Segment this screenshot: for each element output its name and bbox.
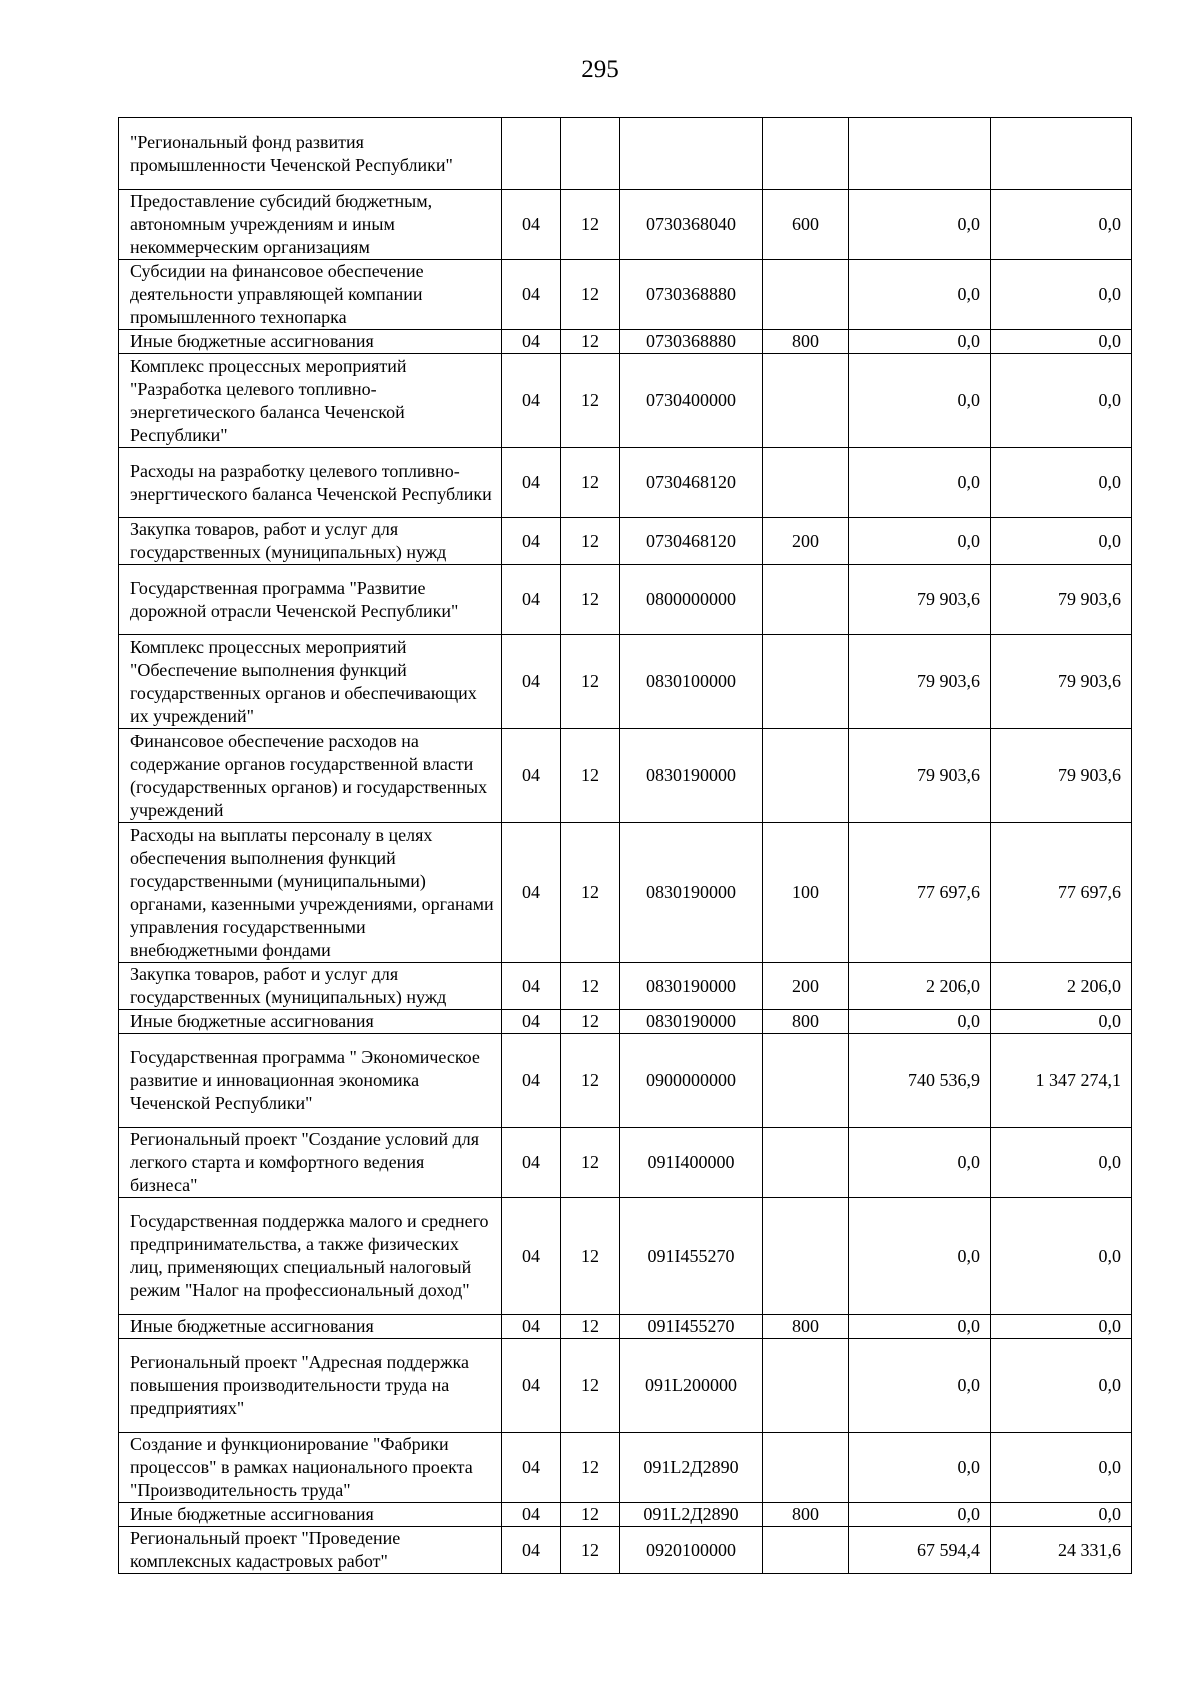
table-row [119, 1339, 1132, 1433]
subsection-code-cell: 12 [561, 448, 620, 518]
row-name-cell: Расходы на выплаты персоналу в целях обеспечения выполнения функций государственными (муниципальными) органами, казенными учреждениями, органами управления государственными внебюджетными фондами [119, 823, 502, 963]
amount-year2-cell: 0,0 [991, 1198, 1132, 1315]
expense-type-code-cell [763, 448, 849, 518]
expense-type-code-cell [763, 1034, 849, 1128]
table-row [119, 1128, 1132, 1198]
section-code-cell: 04 [502, 963, 561, 1010]
amount-year2-cell: 0,0 [991, 330, 1132, 354]
section-code-cell: 04 [502, 1339, 561, 1433]
amount-year2-cell: 0,0 [991, 448, 1132, 518]
section-code-cell [502, 118, 561, 190]
row-name-cell: Предоставление субсидий бюджетным, автономным учреждениям и иным некоммерческим организациям [119, 190, 502, 260]
amount-year2-cell: 79 903,6 [991, 635, 1132, 729]
target-article-code-cell: 0730468120 [620, 518, 763, 565]
subsection-code-cell: 12 [561, 1503, 620, 1527]
amount-year1-cell: 0,0 [849, 518, 991, 565]
table-row [119, 518, 1132, 565]
table-row [119, 1198, 1132, 1315]
row-name-cell: Комплекс процессных мероприятий "Разработка целевого топливно-энергетического баланса Чеченской Республики" [119, 354, 502, 448]
target-article-code-cell: 0730468120 [620, 448, 763, 518]
subsection-code-cell: 12 [561, 190, 620, 260]
section-code-cell: 04 [502, 354, 561, 448]
amount-year1-cell [849, 118, 991, 190]
expense-type-code-cell [763, 1198, 849, 1315]
target-article-code-cell [620, 118, 763, 190]
amount-year1-cell: 0,0 [849, 260, 991, 330]
amount-year1-cell: 0,0 [849, 1433, 991, 1503]
expense-type-code-cell [763, 1433, 849, 1503]
subsection-code-cell: 12 [561, 354, 620, 448]
amount-year2-cell [991, 118, 1132, 190]
table-row [119, 1433, 1132, 1503]
target-article-code-cell: 0730368880 [620, 330, 763, 354]
subsection-code-cell: 12 [561, 635, 620, 729]
target-article-code-cell: 0920100000 [620, 1527, 763, 1574]
subsection-code-cell: 12 [561, 1527, 620, 1574]
subsection-code-cell: 12 [561, 1034, 620, 1128]
amount-year2-cell: 0,0 [991, 190, 1132, 260]
table-row [119, 1034, 1132, 1128]
section-code-cell: 04 [502, 1433, 561, 1503]
amount-year1-cell: 79 903,6 [849, 565, 991, 635]
table-row [119, 565, 1132, 635]
table-row [119, 823, 1132, 963]
section-code-cell: 04 [502, 635, 561, 729]
section-code-cell: 04 [502, 1503, 561, 1527]
expense-type-code-cell [763, 1128, 849, 1198]
page-number: 295 [581, 56, 619, 83]
table-row [119, 729, 1132, 823]
row-name-cell: Расходы на разработку целевого топливно-энергтического баланса Чеченской Республики [119, 448, 502, 518]
section-code-cell: 04 [502, 1128, 561, 1198]
table-row [119, 448, 1132, 518]
expense-type-code-cell: 100 [763, 823, 849, 963]
expense-type-code-cell [763, 354, 849, 448]
subsection-code-cell: 12 [561, 1128, 620, 1198]
target-article-code-cell: 091L200000 [620, 1339, 763, 1433]
amount-year1-cell: 0,0 [849, 1503, 991, 1527]
subsection-code-cell: 12 [561, 260, 620, 330]
table-row [119, 963, 1132, 1010]
row-name-cell: Региональный проект "Проведение комплексных кадастровых работ" [119, 1527, 502, 1574]
amount-year2-cell: 1 347 274,1 [991, 1034, 1132, 1128]
subsection-code-cell: 12 [561, 1339, 620, 1433]
section-code-cell: 04 [502, 823, 561, 963]
section-code-cell: 04 [502, 565, 561, 635]
amount-year2-cell: 79 903,6 [991, 565, 1132, 635]
subsection-code-cell: 12 [561, 729, 620, 823]
target-article-code-cell: 091I400000 [620, 1128, 763, 1198]
row-name-cell: Региональный проект "Создание условий для легкого старта и комфортного ведения бизнеса" [119, 1128, 502, 1198]
amount-year2-cell: 0,0 [991, 260, 1132, 330]
target-article-code-cell: 091L2Д2890 [620, 1433, 763, 1503]
amount-year2-cell: 0,0 [991, 354, 1132, 448]
subsection-code-cell [561, 118, 620, 190]
amount-year1-cell: 0,0 [849, 1198, 991, 1315]
target-article-code-cell: 091I455270 [620, 1315, 763, 1339]
amount-year1-cell: 0,0 [849, 354, 991, 448]
expense-type-code-cell: 800 [763, 1315, 849, 1339]
expense-type-code-cell: 200 [763, 963, 849, 1010]
subsection-code-cell: 12 [561, 823, 620, 963]
expense-type-code-cell [763, 635, 849, 729]
table-row [119, 1503, 1132, 1527]
amount-year2-cell: 79 903,6 [991, 729, 1132, 823]
amount-year1-cell: 740 536,9 [849, 1034, 991, 1128]
amount-year1-cell: 0,0 [849, 1128, 991, 1198]
section-code-cell: 04 [502, 448, 561, 518]
amount-year1-cell: 67 594,4 [849, 1527, 991, 1574]
row-name-cell: Иные бюджетные ассигнования [119, 1010, 502, 1034]
subsection-code-cell: 12 [561, 1010, 620, 1034]
amount-year2-cell: 0,0 [991, 1315, 1132, 1339]
amount-year1-cell: 0,0 [849, 330, 991, 354]
amount-year2-cell: 0,0 [991, 1128, 1132, 1198]
expense-type-code-cell [763, 729, 849, 823]
table-body [119, 118, 1132, 1574]
expense-type-code-cell: 800 [763, 1010, 849, 1034]
amount-year1-cell: 2 206,0 [849, 963, 991, 1010]
amount-year1-cell: 0,0 [849, 1339, 991, 1433]
target-article-code-cell: 0730400000 [620, 354, 763, 448]
row-name-cell: Субсидии на финансовое обеспечение деятельности управляющей компании промышленного технопарка [119, 260, 502, 330]
expense-type-code-cell: 600 [763, 190, 849, 260]
row-name-cell: Региональный проект "Адресная поддержка повышения производительности труда на предприятиях" [119, 1339, 502, 1433]
budget-table [118, 117, 1132, 1574]
target-article-code-cell: 091I455270 [620, 1198, 763, 1315]
expense-type-code-cell: 200 [763, 518, 849, 565]
expense-type-code-cell [763, 1527, 849, 1574]
row-name-cell: Государственная программа " Экономическое развитие и инновационная экономика Чеченской Республики" [119, 1034, 502, 1128]
table-row [119, 190, 1132, 260]
row-name-cell: Иные бюджетные ассигнования [119, 1503, 502, 1527]
section-code-cell: 04 [502, 1198, 561, 1315]
table-row [119, 1010, 1132, 1034]
amount-year2-cell: 0,0 [991, 518, 1132, 565]
amount-year1-cell: 79 903,6 [849, 729, 991, 823]
section-code-cell: 04 [502, 1010, 561, 1034]
row-name-cell: "Региональный фонд развития промышленности Чеченской Республики" [119, 118, 502, 190]
subsection-code-cell: 12 [561, 565, 620, 635]
expense-type-code-cell [763, 118, 849, 190]
target-article-code-cell: 0900000000 [620, 1034, 763, 1128]
target-article-code-cell: 0730368880 [620, 260, 763, 330]
amount-year1-cell: 79 903,6 [849, 635, 991, 729]
amount-year2-cell: 0,0 [991, 1010, 1132, 1034]
row-name-cell: Комплекс процессных мероприятий "Обеспечение выполнения функций государственных органов и обеспечивающих их учреждений" [119, 635, 502, 729]
row-name-cell: Государственная программа "Развитие дорожной отрасли Чеченской Республики" [119, 565, 502, 635]
target-article-code-cell: 0830100000 [620, 635, 763, 729]
row-name-cell: Иные бюджетные ассигнования [119, 1315, 502, 1339]
target-article-code-cell: 0830190000 [620, 823, 763, 963]
amount-year1-cell: 0,0 [849, 1010, 991, 1034]
expense-type-code-cell: 800 [763, 1503, 849, 1527]
table-row [119, 118, 1132, 190]
section-code-cell: 04 [502, 518, 561, 565]
target-article-code-cell: 0800000000 [620, 565, 763, 635]
amount-year2-cell: 0,0 [991, 1503, 1132, 1527]
amount-year2-cell: 24 331,6 [991, 1527, 1132, 1574]
target-article-code-cell: 0730368040 [620, 190, 763, 260]
row-name-cell: Закупка товаров, работ и услуг для государственных (муниципальных) нужд [119, 518, 502, 565]
amount-year2-cell: 2 206,0 [991, 963, 1132, 1010]
amount-year1-cell: 0,0 [849, 448, 991, 518]
subsection-code-cell: 12 [561, 330, 620, 354]
amount-year1-cell: 77 697,6 [849, 823, 991, 963]
subsection-code-cell: 12 [561, 963, 620, 1010]
section-code-cell: 04 [502, 190, 561, 260]
subsection-code-cell: 12 [561, 1198, 620, 1315]
subsection-code-cell: 12 [561, 1433, 620, 1503]
table-row [119, 260, 1132, 330]
amount-year2-cell: 0,0 [991, 1433, 1132, 1503]
section-code-cell: 04 [502, 330, 561, 354]
target-article-code-cell: 0830190000 [620, 729, 763, 823]
expense-type-code-cell [763, 260, 849, 330]
target-article-code-cell: 0830190000 [620, 963, 763, 1010]
section-code-cell: 04 [502, 1034, 561, 1128]
section-code-cell: 04 [502, 1315, 561, 1339]
row-name-cell: Закупка товаров, работ и услуг для государственных (муниципальных) нужд [119, 963, 502, 1010]
table-row [119, 635, 1132, 729]
table-row [119, 1527, 1132, 1574]
row-name-cell: Государственная поддержка малого и среднего предпринимательства, а также физических лиц, применяющих специальный налоговый режим "Налог на профессиональный доход" [119, 1198, 502, 1315]
table-row [119, 330, 1132, 354]
amount-year2-cell: 0,0 [991, 1339, 1132, 1433]
expense-type-code-cell [763, 565, 849, 635]
row-name-cell: Создание и функционирование "Фабрики процессов" в рамках национального проекта "Производительность труда" [119, 1433, 502, 1503]
amount-year2-cell: 77 697,6 [991, 823, 1132, 963]
row-name-cell: Иные бюджетные ассигнования [119, 330, 502, 354]
section-code-cell: 04 [502, 260, 561, 330]
section-code-cell: 04 [502, 729, 561, 823]
section-code-cell: 04 [502, 1527, 561, 1574]
amount-year1-cell: 0,0 [849, 190, 991, 260]
subsection-code-cell: 12 [561, 518, 620, 565]
amount-year1-cell: 0,0 [849, 1315, 991, 1339]
table-row [119, 354, 1132, 448]
subsection-code-cell: 12 [561, 1315, 620, 1339]
table-row [119, 1315, 1132, 1339]
row-name-cell: Финансовое обеспечение расходов на содержание органов государственной власти (государственных органов) и государственных учреждений [119, 729, 502, 823]
expense-type-code-cell [763, 1339, 849, 1433]
expense-type-code-cell: 800 [763, 330, 849, 354]
target-article-code-cell: 091L2Д2890 [620, 1503, 763, 1527]
target-article-code-cell: 0830190000 [620, 1010, 763, 1034]
